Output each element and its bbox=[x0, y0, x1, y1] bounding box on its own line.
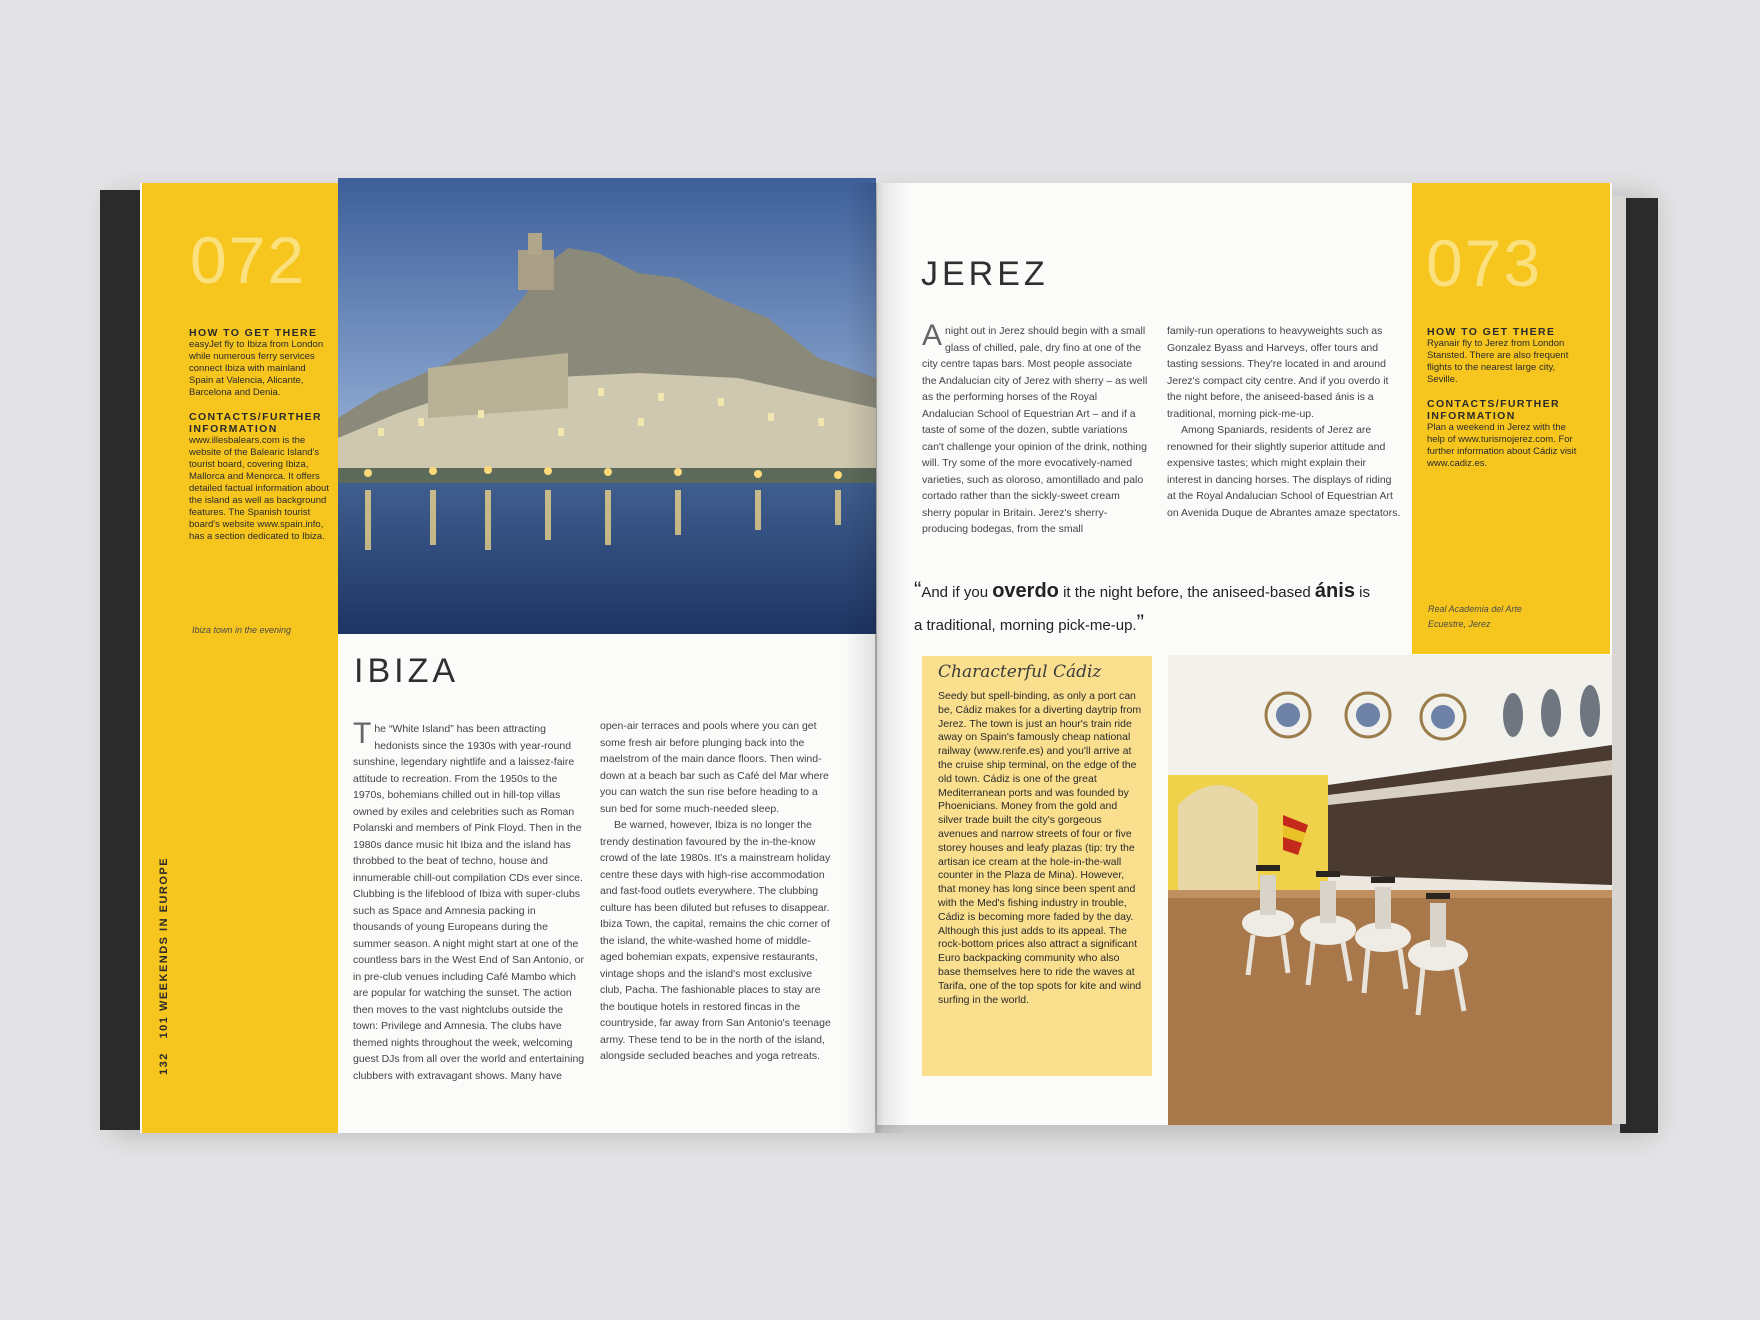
cadiz-box-text: Seedy but spell-binding, as only a port can be, Cádiz makes for a diverting daytrip from Jerez. The town is just an hour's train ride away on Spain's famously cheap national railway (www.renfe.es) and you'll arrive at the cruise ship terminal, on the edge of the old town. Cádiz is one of the great Mediterranean ports and was founded by Phoenicians. Money from the gold and silver trade built the city's gorgeous avenues and narrow streets of four or five storey houses and leafy plazas (tip: try the artisan ice cream at the hole-in-the-wall counter in the Plaza de Mina). However, that money has long since been spent and with the Med's fishing industry in trouble, Cádiz is becoming more faded by the day. Although this just adds to its appeal. The rock-bottom prices also attract a significant Euro backpacking community who also base themselves here to ride the waves at Tarifa, one of the top spots for kite and wind surfing in the world. bbox=[938, 690, 1142, 1006]
ibiza-photo bbox=[338, 178, 876, 634]
folio-number: 132 bbox=[158, 1052, 170, 1075]
right-sidebar-info bbox=[1427, 326, 1577, 482]
book-gutter bbox=[845, 183, 909, 1133]
ibiza-body-col2 bbox=[600, 718, 832, 1065]
left-sidebar-info bbox=[189, 327, 329, 555]
jerez-col2-p1: family-run operations to heavyweights such as Gonzalez Byass and Harveys, offer tours and tasting sessions. They're located in and around Jerez's compact city centre. And if you overdo it the night before, the aniseed-based ánis is a traditional, morning pick-me-up. bbox=[1167, 325, 1389, 420]
pull-quote bbox=[914, 575, 1414, 641]
how-to-get-there-text: easyJet fly to Ibiza from London while numerous ferry services connect Ibiza with mainland Spain at Valencia, Alicante, Barcelona and Denia. bbox=[189, 339, 324, 398]
cadiz-box-title: Characterful Cádiz bbox=[938, 662, 1102, 682]
ibiza-col2-p1: open-air terraces and pools where you can get some fresh air before plunging back into the maelstrom of the main dance floors. Then wind-down at a beach bar such as Café del Mar where you can watch the sun rise before heading to a sun bed for some much-needed sleep. bbox=[600, 720, 829, 815]
ibiza-title: IBIZA bbox=[354, 652, 460, 690]
ibiza-col2-p2: Be warned, however, Ibiza is no longer the trendy destination favoured by the in-the-know crowd of the late 1980s. It's a mainstream holiday centre these days with high-rise accommodation and fast-food outlets everywhere. The clubbing culture has been diluted but refuses to disappear. Ibiza Town, the capital, remains the chic corner of the island, the white-washed home of middle-aged bohemian expats, expensive restaurants, vintage shops and the island's most exclusive club, Pacha. The fashionable places to stay are the boutique hotels in restored fincas in the countryside, far away from San Antonio's teenage army. These tend to be in the north of the island, alongside secluded beaches and yoga retreats. bbox=[600, 819, 831, 1062]
jerez-contacts-heading: CONTACTS/FURTHER INFORMATION bbox=[1427, 398, 1561, 422]
jerez-photo-caption bbox=[1428, 602, 1578, 632]
how-to-get-there-heading: HOW TO GET THERE bbox=[189, 327, 318, 339]
jerez-col1-text: night out in Jerez should begin with a small glass of chilled, pale, dry fino at one of the city centre tapas bars. Most people associate the Andalucian city of Jerez with sherry – as well as the performing horses of the Royal Andalucian School of Equestrian Art – and if a taste of some of the dozen, subtle variations can't challenge your opinion of the drink, nothing will. Try some of the more evocatively-named varieties, such as oloroso, amontillado and palo cortado rather than the sickly-sweet cream sherry popular in Britain. Jerez's sherry-producing bodegas, from the small bbox=[922, 325, 1148, 535]
quote-emphasis-overdo: overdo bbox=[992, 580, 1059, 602]
contacts-heading: CONTACTS/FURTHER INFORMATION bbox=[189, 411, 323, 435]
left-sidebar-panel bbox=[142, 183, 338, 1133]
jerez-contacts-text: Plan a weekend in Jerez with the help of www.turismojerez.com. For further information about Cádiz visit www.cadiz.es. bbox=[1427, 422, 1577, 469]
jerez-dropcap: A bbox=[922, 319, 943, 352]
jerez-col2-p2: Among Spaniards, residents of Jerez are renowned for their slightly superior attitude and expensive tastes; which might explain their interest in dancing horses. The displays of riding at the Royal Andalucian School of Equestrian Art on Avenida Duque de Abrantes amaze spectators. bbox=[1167, 424, 1401, 519]
pull-quote-line1: “And if you overdo it the night before, the aniseed-based ánis is bbox=[914, 577, 1370, 602]
ibiza-col1-text: he “White Island” has been attracting hedonists since the 1930s with year-round sunshine, legendary nightlife and a laissez-faire attitude to recreation. From the 1950s to the 1970s, bohemians chilled out in hill-top villas owned by exiles and celebrities such as Roman Polanski and members of Pink Floyd. Then in the 1980s dance music hit Ibiza and the island has throbbed to the beat of techno, house and innumerable chill-out compilation CDs ever since. Clubbing is the lifeblood of Ibiza with super-clubs such as Space and Amnesia packing in thousands of young Europeans during the summer season. A night might start at one of the countless bars in the West End of San Antonio, or in pre-club venues including Café Mambo which are popular for watching the sunset. The action then moves to the vast nightclubs outside the town: Privilege and Amnesia. The clubs have themed nights throughout the week, welcoming guest DJs from all over the world and entertaining clubbers with extravagant shows. Many have bbox=[353, 723, 585, 1082]
jerez-body-col1 bbox=[922, 319, 1148, 538]
entry-number-073: 073 bbox=[1426, 226, 1543, 300]
jerez-body-col2 bbox=[1167, 323, 1403, 521]
entry-number-072: 072 bbox=[190, 223, 307, 297]
ibiza-photo-caption: Ibiza town in the evening bbox=[192, 625, 292, 635]
running-head-left bbox=[158, 857, 170, 1075]
contacts-text: www.illesbalears.com is the website of the Balearic Island's tourist board, covering Ibiza, Mallorca and Menorca. It offers detailed factual information about the island as well as background features. The Spanish tourist board's website www.spain.info, has a section dedicated to Ibiza. bbox=[189, 435, 329, 542]
cadiz-feature-box bbox=[922, 656, 1152, 1076]
jerez-caption-line2: Ecuestre, Jerez bbox=[1428, 619, 1491, 629]
ibiza-body-col1 bbox=[353, 717, 587, 1084]
pull-quote-line2: a traditional, morning pick-me-up.” bbox=[914, 610, 1144, 635]
equestrian-school-illustration bbox=[1168, 655, 1612, 1125]
ibiza-town-illustration bbox=[338, 178, 876, 634]
jerez-how-heading: HOW TO GET THERE bbox=[1427, 326, 1556, 338]
quote-emphasis-anis: ánis bbox=[1314, 580, 1355, 602]
jerez-how-text: Ryanair fly to Jerez from London Stansted. There are also frequent flights to the nearest large city, Seville. bbox=[1427, 338, 1569, 385]
jerez-caption-line1: Real Academia del Arte bbox=[1428, 604, 1522, 614]
jerez-equestrian-photo bbox=[1168, 655, 1612, 1125]
ibiza-dropcap: T bbox=[353, 717, 372, 750]
jerez-title: JEREZ bbox=[921, 255, 1049, 293]
book-title: 101 WEEKENDS IN EUROPE bbox=[158, 856, 170, 1039]
